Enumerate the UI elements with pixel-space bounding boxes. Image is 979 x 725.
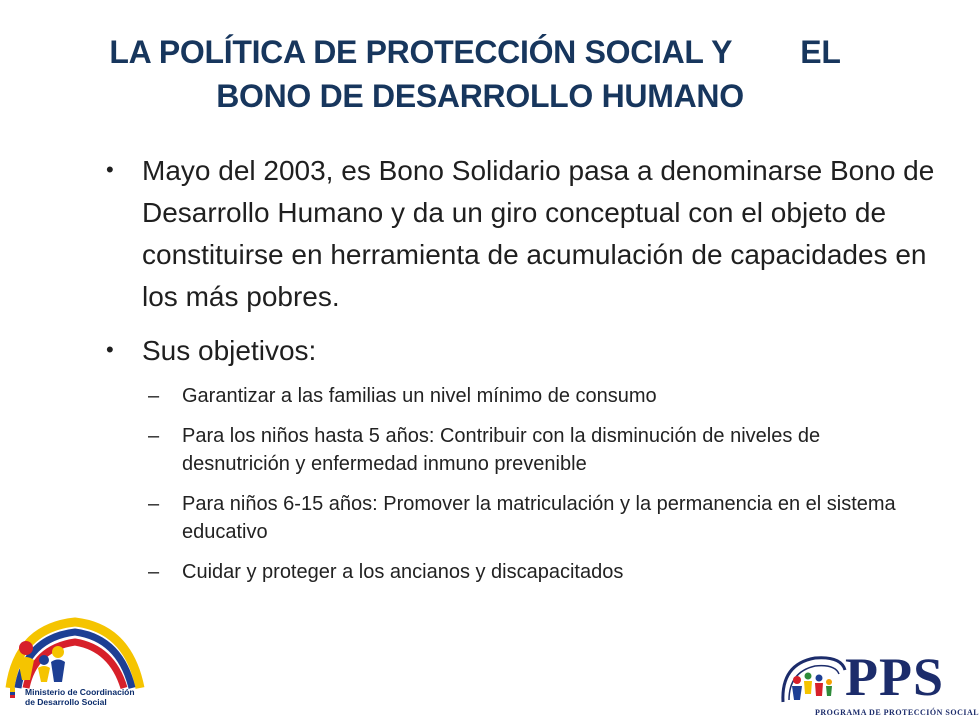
bullet-item-2 [100, 330, 950, 372]
slide-body [100, 150, 950, 594]
pps-logo [775, 647, 979, 720]
objective-text: Para los niños hasta 5 años: Contribuir con la disminución de niveles de desnutrición y enfermedad inmuno prevenible [182, 425, 821, 475]
bullet-marker: • [106, 337, 114, 362]
sub-bullet-marker: – [148, 561, 160, 583]
title-line-1: LA POLÍTICA DE PROTECCIÓN SOCIAL Y EL [109, 34, 841, 70]
objective-item-4 [100, 558, 902, 586]
pps-acronym: PPS [845, 647, 945, 707]
ministry-caption-line-1: Ministerio de Coordinación [25, 687, 135, 697]
objective-item-2 [100, 422, 902, 478]
pps-caption: PROGRAMA DE PROTECCIÓN SOCIAL [815, 708, 979, 717]
objective-text: Cuidar y proteger a los ancianos y discapacitados [182, 561, 624, 583]
objective-text: Garantizar a las familias un nivel mínimo de consumo [182, 385, 657, 407]
objective-item-3 [100, 490, 902, 546]
objective-text: Para niños 6-15 años: Promover la matriculación y la permanencia en el sistema educativo [182, 493, 896, 543]
sub-bullet-marker: – [148, 425, 160, 447]
bullet-marker: • [106, 157, 114, 182]
objectives-list [0, 382, 950, 586]
slide-title [20, 30, 940, 118]
ministry-caption [25, 687, 145, 707]
bullet-text: Mayo del 2003, es Bono Solidario pasa a denominarse Bono de Desarrollo Humano y da un giro conceptual con el objeto de constituirse en herramienta de acumulación de capacidades en los más pobres. [142, 155, 935, 312]
ministry-logo [0, 600, 150, 720]
title-line-2: BONO DE DESARROLLO HUMANO [216, 78, 744, 114]
ministry-caption-line-2: de Desarrollo Social [25, 697, 107, 707]
sub-bullet-marker: – [148, 493, 160, 515]
bullet-text: Sus objetivos: [142, 335, 317, 366]
pps-figures-emblem-icon [775, 650, 847, 710]
bullet-item-1 [100, 150, 950, 318]
sub-bullet-marker: – [148, 385, 160, 407]
objective-item-1 [100, 382, 902, 410]
